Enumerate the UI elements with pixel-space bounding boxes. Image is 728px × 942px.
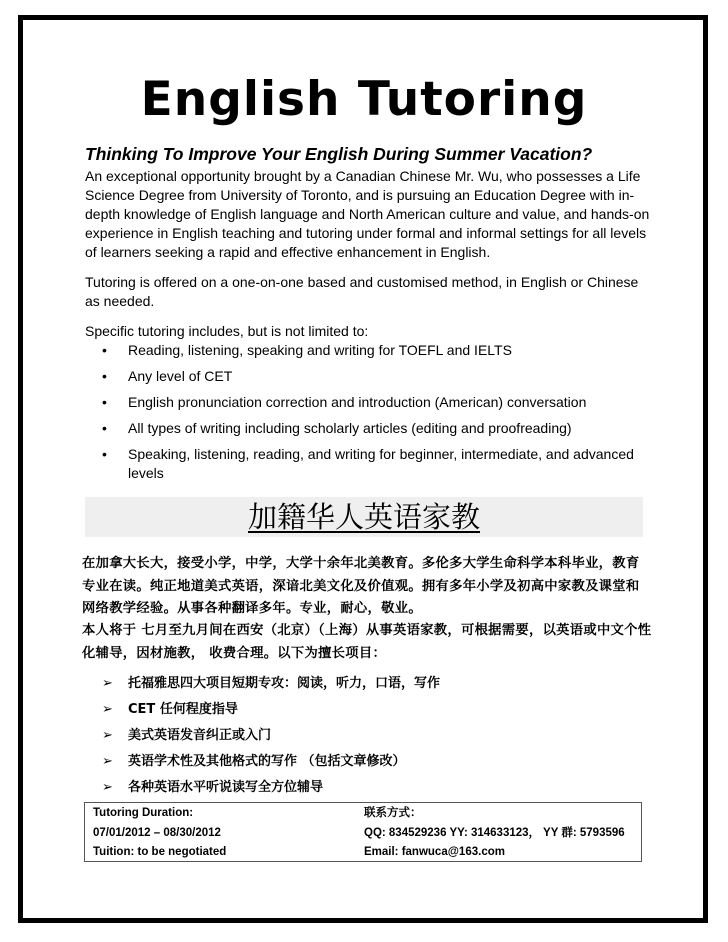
list-item [100,723,640,749]
list-item [100,367,660,386]
method-paragraph: Tutoring is offered on a one-on-one based and customised method, in English or Chinese as needed. [85,274,639,309]
bullet-icon: • [102,368,107,384]
bullet-icon: • [102,446,107,462]
bullet-icon: • [102,342,107,358]
english-service-list [100,341,660,490]
email-contact: Email: fanwuca@163.com [364,846,505,858]
list-item [100,749,640,775]
bullet-icon: • [102,420,107,436]
chinese-intro-paragraph: 在加拿大长大，接受小学，中学，大学十余年北美教育。多伦多大学生命科学本科毕业，教育专业在读。纯正地道美式英语，深谙北美文化及价值观。拥有多年小学及初高中家教及课堂和网络教学经验。从事各种翻译多年。专业，耐心，敬业。 [82,556,640,616]
list-item-text: Reading, listening, speaking and writing for TOEFL and IELTS [128,342,512,358]
list-item [100,341,660,360]
list-item-text: Speaking, listening, reading, and writing for beginner, intermediate, and advanced levels [128,446,634,481]
list-item [100,671,640,697]
list-item-text: CET 任何程度指导 [128,702,238,717]
qq-yy-contact: QQ: 834529236 YY: 314633123， YY 群: 5793596 [364,827,625,839]
list-item-text: 英语学术性及其他格式的写作 （包括文章修改） [128,754,406,769]
intro-paragraph: An exceptional opportunity brought by a Canadian Chinese Mr. Wu, who possesses a Life Science Degree from University of Toronto, and is pursuing an Education Degree with in-depth knowledge of English language and North American culture and value, and hands-on experience in English teaching and tutoring under formal and informal settings for all levels of learners seeking a rapid and effective enhancement in English. [85,168,650,260]
chinese-service-list [100,671,640,801]
chinese-plan-paragraph: 本人将于 七月至九月间在西安（北京）（上海）从事英语家教，可根据需要，以英语或中文个性化辅导，因材施教， 收费合理。以下为擅长项目： [82,623,652,661]
list-item-text: 托福雅思四大项目短期专攻：阅读，听力，口语，写作 [128,676,441,691]
list-item [100,775,640,801]
list-item [100,393,660,412]
list-item-text: English pronunciation correction and introduction (American) conversation [128,394,587,410]
tuition-text: Tuition: to be negotiated [93,846,227,858]
duration-label: Tutoring Duration: [93,807,194,819]
arrow-bullet-icon: ➢ [102,780,113,795]
chinese-heading: 加籍华人英语家教 [247,500,480,534]
arrow-bullet-icon: ➢ [102,702,113,717]
duration-value: 07/01/2012 – 08/30/2012 [93,827,221,839]
arrow-bullet-icon: ➢ [102,676,113,691]
list-item-text: 各种英语水平听说读写全方位辅导 [128,780,324,795]
info-table [84,802,642,862]
list-item-text: 美式英语发音纠正或入门 [128,728,272,743]
contact-label: 联系方式： [364,807,422,819]
arrow-bullet-icon: ➢ [102,754,113,769]
list-item [100,445,660,483]
list-item [100,419,660,438]
page-title: English Tutoring [140,72,588,127]
list-item-text: Any level of CET [128,368,233,384]
includes-paragraph: Specific tutoring includes, but is not limited to: [85,323,369,339]
arrow-bullet-icon: ➢ [102,728,113,743]
list-item [100,697,640,723]
list-item-text: All types of writing including scholarly articles (editing and proofreading) [128,420,572,436]
subtitle: Thinking To Improve Your English During Summer Vacation? [85,144,593,164]
bullet-icon: • [102,394,107,410]
